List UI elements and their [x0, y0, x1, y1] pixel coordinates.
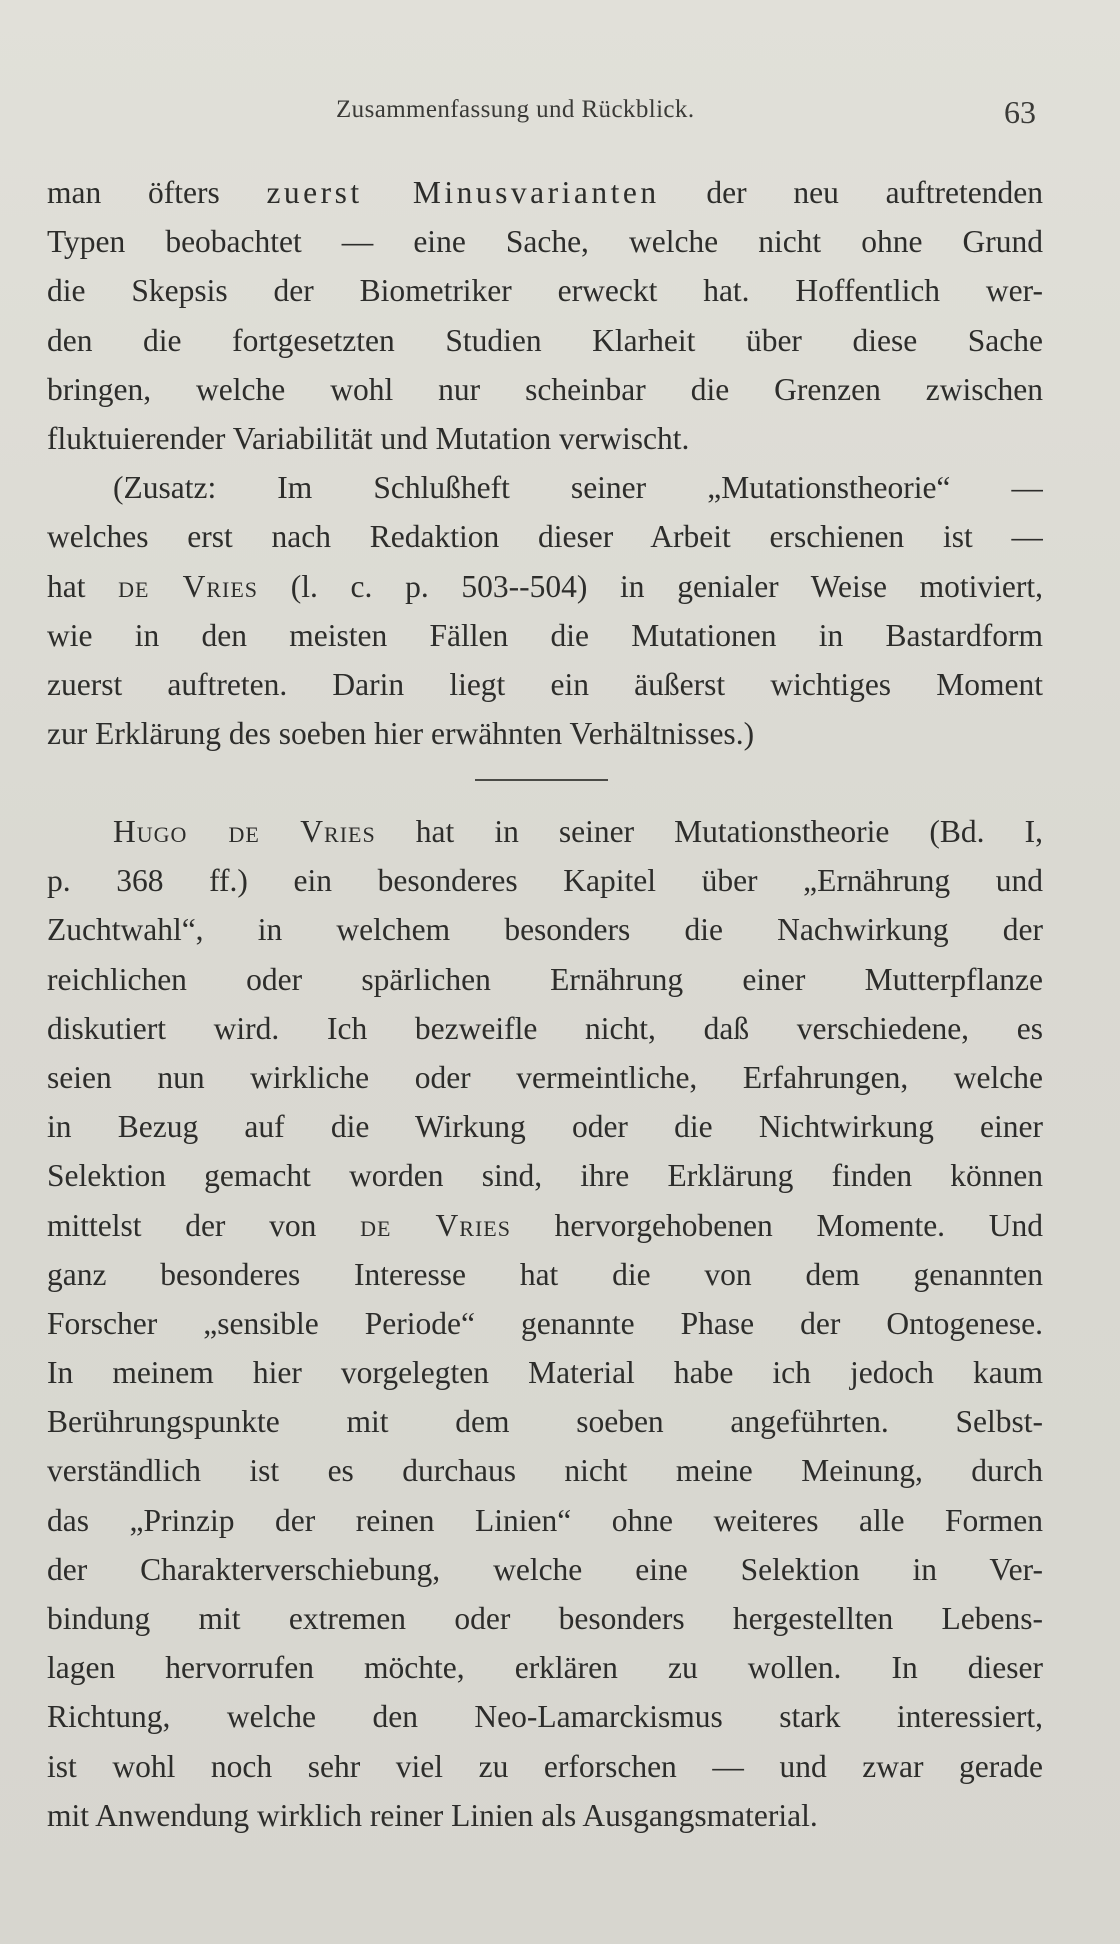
text-line: In meinem hier vorgelegten Material habe ich jedoch kaum [47, 1355, 1043, 1391]
text-line: Zuchtwahl“, in welchem besonders die Nachwirkung der [47, 912, 1043, 948]
text-line: Selektion gemacht worden sind, ihre Erklärung finden können [47, 1158, 1043, 1194]
text-run: der neu auftretenden [659, 175, 1043, 210]
author-name: de Vries [360, 1207, 511, 1243]
paragraph-de-vries [47, 807, 1043, 1840]
text-line: den die fortgesetzten Studien Klarheit über diese Sache [47, 322, 1043, 358]
text-run: hervorgehobenen Momente. Und [510, 1207, 1043, 1243]
text-run: hat in seiner Mutationstheorie (Bd. I, [375, 814, 1043, 849]
text-line: seien nun wirkliche oder vermeintliche, Erfahrungen, welche [47, 1059, 1043, 1095]
author-name: Hugo de Vries [113, 814, 376, 849]
text-line: diskutiert wird. Ich bezweifle nicht, daß verschiedene, es [47, 1010, 1043, 1046]
running-title: Zusammenfassung und Rückblick. [336, 96, 695, 123]
text-line: welches erst nach Redaktion dieser Arbeit erschienen ist — [47, 519, 1043, 555]
author-name: de Vries [118, 568, 259, 604]
text-line: der Charakterverschiebung, welche eine Selektion in Ver- [47, 1551, 1043, 1587]
text-line: fluktuierender Variabilität und Mutation verwischt. [47, 420, 690, 456]
emphasis-spaced: zuerst Minusvarianten [266, 175, 660, 210]
running-head [0, 96, 1120, 136]
text-line: verständlich ist es durchaus nicht meine Meinung, durch [47, 1453, 1043, 1489]
text-line: p. 368 ff.) ein besonderes Kapitel über „Ernährung und [47, 863, 1043, 899]
text-line: die Skepsis der Biometriker erweckt hat. Hoffentlich wer- [47, 273, 1043, 309]
text-line: mit Anwendung wirklich reiner Linien als Ausgangsmaterial. [47, 1797, 818, 1833]
text-line: wie in den meisten Fällen die Mutationen in Bastardform [47, 617, 1043, 653]
text-line: lagen hervorrufen möchte, erklären zu wollen. In dieser [47, 1650, 1043, 1686]
text-line: bindung mit extremen oder besonders hergestellten Lebens- [47, 1601, 1043, 1636]
text-run: hat [47, 568, 119, 604]
text-line: Berührungspunkte mit dem soeben angeführten. Selbst- [47, 1404, 1043, 1440]
text-line [47, 562, 1043, 611]
text-line: Richtung, welche den Neo-Lamarckismus stark interessiert, [47, 1699, 1043, 1735]
text-run: man öfters [47, 175, 267, 210]
text-line: zur Erklärung des soeben hier erwähnten Verhältnisses.) [47, 716, 755, 752]
text-line: reichlichen oder spärlichen Ernährung einer Mutterpflanze [47, 961, 1043, 997]
text-line [47, 168, 1043, 217]
text-line: ist wohl noch sehr viel zu erforschen — und zwar gerade [47, 1748, 1043, 1784]
text-line [47, 807, 1043, 856]
text-line: Forscher „sensible Periode“ genannte Phase der Ontogenese. [47, 1305, 1043, 1341]
text-run: (l. c. p. 503--504) in genialer Weise motiviert, [258, 568, 1043, 604]
text-line: ganz besonderes Interesse hat die von dem genannten [47, 1256, 1043, 1292]
text-run: mittelst der von [47, 1207, 361, 1243]
section-separator [475, 779, 608, 781]
text-line: das „Prinzip der reinen Linien“ ohne weiteres alle Formen [47, 1502, 1043, 1538]
paragraph-continued [47, 168, 1043, 758]
text-line: bringen, welche wohl nur scheinbar die Grenzen zwischen [47, 371, 1043, 407]
text-line [47, 1201, 1043, 1250]
text-line: Typen beobachtet — eine Sache, welche nicht ohne Grund [47, 224, 1043, 260]
text-line: (Zusatz: Im Schlußheft seiner „Mutationstheorie“ — [113, 470, 1043, 506]
text-line: zuerst auftreten. Darin liegt ein äußerst wichtiges Moment [47, 666, 1043, 702]
page-number: 63 [1004, 94, 1036, 130]
text-line: in Bezug auf die Wirkung oder die Nichtwirkung einer [47, 1109, 1043, 1145]
